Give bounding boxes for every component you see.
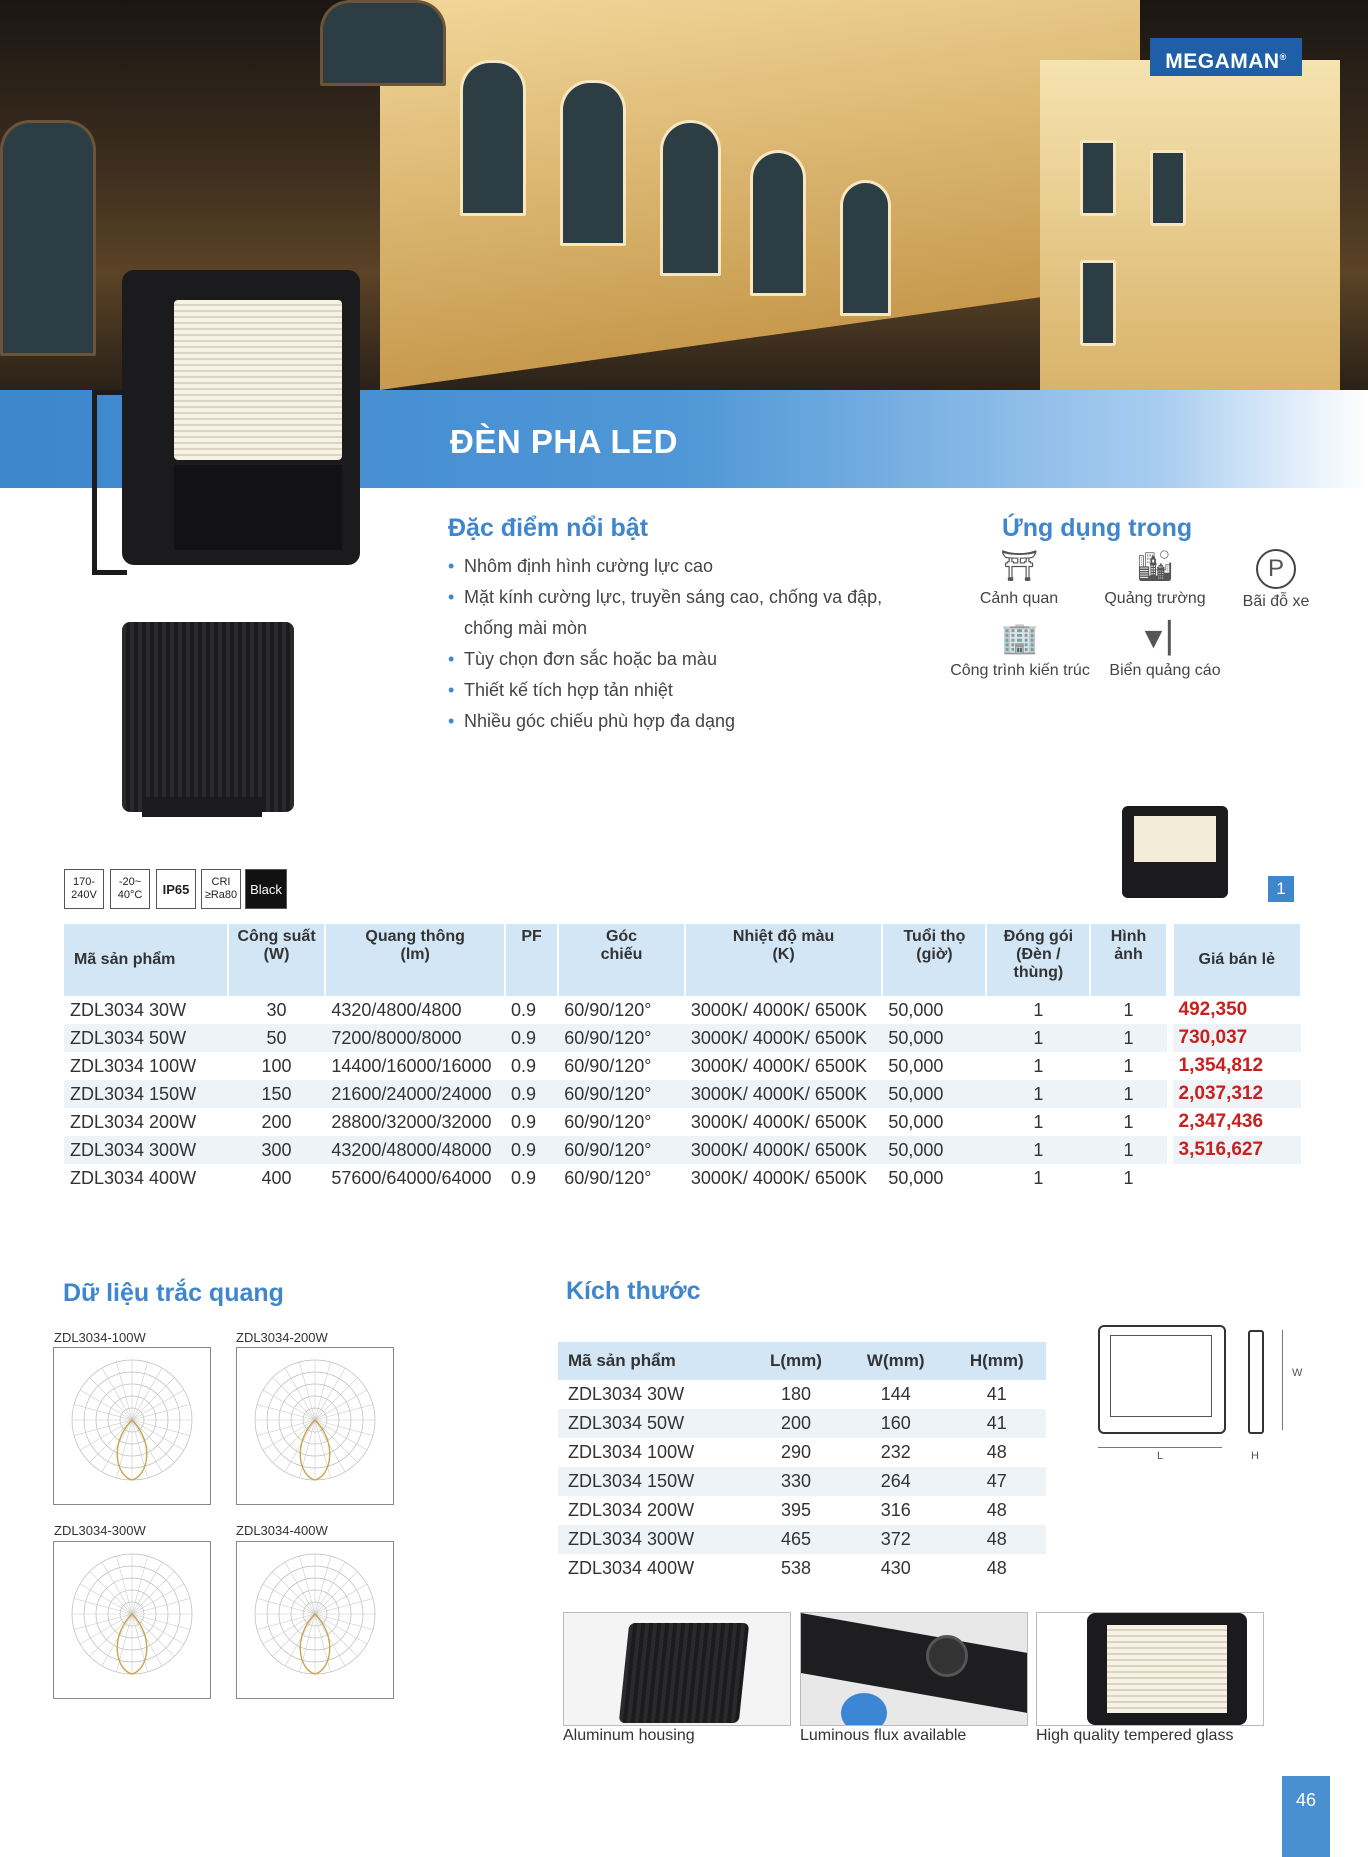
col-header: Tuổi thọ (giờ)	[882, 924, 986, 996]
price-cell: 730,037	[1173, 1024, 1301, 1052]
table-cell: 400	[261, 1167, 292, 1188]
table-row	[558, 1438, 1046, 1467]
table-cell: 1	[986, 1136, 1090, 1164]
table-cell: 57600/64000/64000	[331, 1167, 492, 1188]
table-cell: 3000K/ 4000K/ 6500K	[690, 1111, 867, 1132]
polar-grid-spoke	[102, 1614, 132, 1666]
table-row	[64, 996, 1301, 1024]
office-building-icon: 🏢	[1001, 622, 1039, 655]
image-number: 1	[1268, 876, 1294, 902]
table-cell: 3000K/ 4000K/ 6500K	[690, 999, 867, 1020]
table-cell: 1	[1123, 999, 1134, 1020]
brand-text: MEGAMAN	[1165, 50, 1280, 73]
table-row	[558, 1467, 1046, 1496]
table-cell: 150	[228, 1080, 326, 1108]
application-label: Công trình kiến trúc	[950, 662, 1090, 679]
polar-grid-spoke	[102, 1420, 132, 1472]
table-cell: ZDL3034 50W	[558, 1409, 748, 1438]
dimension-line-l	[1098, 1447, 1222, 1448]
table-header-row	[64, 924, 1301, 996]
badge-text: IP65	[162, 881, 190, 897]
polar-grid-spoke	[263, 1584, 315, 1614]
polar-grid-spoke	[132, 1562, 162, 1614]
polar-chart-label: ZDL3034-200W	[236, 1330, 328, 1345]
polar-grid-spoke	[315, 1562, 345, 1614]
feature-item: • Thiết kế tích hợp tản nhiệt	[448, 675, 918, 706]
col-header: Nhiệt độ màu (K)	[685, 924, 883, 996]
caption: Luminous flux available	[800, 1727, 967, 1744]
table-cell: ZDL3034 50W	[64, 1024, 228, 1052]
table-cell: 60/90/120°	[564, 1167, 652, 1188]
table-cell: 60/90/120°	[564, 1055, 652, 1076]
polar-grid-spoke	[132, 1390, 184, 1420]
table-cell: 0.9	[511, 1055, 537, 1076]
dimension-line-w	[1282, 1330, 1283, 1430]
dimension-label-w: W	[1292, 1367, 1303, 1379]
photometric-heading: Dữ liệu trắc quang	[63, 1279, 284, 1307]
table-row	[64, 1024, 1301, 1052]
polar-chart-400w	[236, 1541, 394, 1699]
dimension-drawing-side	[1248, 1330, 1264, 1434]
table-cell: 60/90/120°	[558, 1080, 685, 1108]
polar-grid-spoke	[102, 1562, 132, 1614]
photo-tempered-glass	[1036, 1612, 1264, 1726]
polar-grid-spoke	[132, 1614, 162, 1666]
table-cell: ZDL3034 200W	[70, 1111, 197, 1132]
polar-grid-spoke	[80, 1420, 132, 1450]
table-cell: 60/90/120°	[558, 1136, 685, 1164]
table-cell: 4320/4800/4800	[331, 999, 462, 1020]
voltage-badge	[64, 869, 104, 909]
polar-chart-300w	[53, 1541, 211, 1699]
polar-grid-spoke	[315, 1614, 367, 1644]
table-row	[64, 1080, 1301, 1108]
application-architecture	[940, 620, 1100, 680]
polar-grid-spoke	[315, 1420, 367, 1450]
table-cell: 316	[880, 1500, 911, 1520]
table-cell: 1	[1033, 1111, 1044, 1132]
table-cell: ZDL3034 150W	[558, 1467, 748, 1496]
table-cell: 372	[844, 1525, 948, 1554]
parking-icon: P	[1236, 548, 1316, 589]
table-row	[558, 1409, 1046, 1438]
table-cell: 3000K/ 4000K/ 6500K	[685, 1080, 883, 1108]
col-header: Công suất (W)	[228, 924, 326, 996]
col-header: Quang thông (lm)	[325, 924, 505, 996]
polar-chart-200w	[236, 1347, 394, 1505]
table-cell: 0.9	[511, 1167, 537, 1188]
polar-grid-spoke	[263, 1614, 315, 1644]
polar-grid-spoke	[315, 1378, 357, 1420]
feature-item: • Nhôm định hình cường lực cao	[448, 551, 918, 582]
col-header: Giá bán lẻ	[1173, 924, 1301, 996]
price-cell: 2,347,436	[1178, 1111, 1264, 1132]
table-cell: 50,000	[888, 1167, 944, 1188]
table-cell: ZDL3034 400W	[70, 1167, 197, 1188]
col-header: Mã sản phẩm	[64, 924, 228, 996]
col-header: PF	[505, 924, 558, 996]
dimension-label-l: L	[1157, 1450, 1164, 1462]
badge-text: CRI ≥Ra80	[204, 876, 238, 901]
polar-grid-spoke	[80, 1614, 132, 1644]
table-row	[64, 1052, 1301, 1080]
table-cell: 47	[947, 1467, 1046, 1496]
table-cell: 264	[844, 1467, 948, 1496]
table-cell: 1	[1123, 1167, 1134, 1188]
table-cell: 50,000	[888, 1111, 944, 1132]
polar-grid-spoke	[273, 1378, 315, 1420]
caption: Aluminum housing	[563, 1727, 695, 1744]
price-cell: 492,350	[1178, 999, 1248, 1020]
polar-grid-spoke	[132, 1420, 184, 1450]
polar-grid-spoke	[80, 1584, 132, 1614]
table-cell: 0.9	[505, 1136, 558, 1164]
col-header: Góc chiếu	[558, 924, 685, 996]
polar-chart-label: ZDL3034-100W	[54, 1330, 146, 1345]
table-cell: 1	[1090, 1024, 1166, 1052]
polar-grid-spoke	[132, 1420, 162, 1472]
photo-aluminum-housing	[563, 1612, 791, 1726]
polar-grid-spoke	[132, 1368, 162, 1420]
polar-grid-spoke	[315, 1572, 357, 1614]
badge-text: 170- 240V	[71, 876, 97, 901]
spec-table-body	[64, 996, 1301, 1192]
polar-grid-spoke	[315, 1420, 345, 1472]
table-cell: ZDL3034 300W	[64, 1136, 228, 1164]
table-cell: 100	[261, 1055, 292, 1076]
table-cell: 50,000	[888, 1055, 944, 1076]
table-cell: 48	[986, 1442, 1007, 1462]
polar-chart-label: ZDL3034-300W	[54, 1523, 146, 1538]
table-cell: 538	[780, 1558, 811, 1578]
table-cell: 1	[1033, 1167, 1044, 1188]
spec-table	[64, 924, 1302, 1192]
application-label: Quảng trường	[1104, 590, 1206, 607]
price-cell	[1173, 1164, 1301, 1192]
polar-grid-spoke	[315, 1584, 367, 1614]
col-header: Mã sản phẩm	[558, 1342, 748, 1380]
table-cell: 300	[228, 1136, 326, 1164]
table-cell: 43200/48000/48000	[325, 1136, 505, 1164]
table-cell: 1	[1090, 1080, 1166, 1108]
table-row	[558, 1525, 1046, 1554]
polar-grid-spoke	[315, 1614, 345, 1666]
application-landscape	[964, 548, 1074, 608]
product-image-front	[122, 270, 360, 565]
table-cell: 50	[228, 1024, 326, 1052]
table-cell: 1	[1033, 999, 1044, 1020]
table-cell: ZDL3034 400W	[568, 1558, 695, 1578]
table-cell: 30	[266, 999, 287, 1020]
table-cell: 395	[780, 1500, 811, 1520]
feature-item: • Tùy chọn đơn sắc hoặc ba màu	[448, 644, 918, 675]
table-cell: ZDL3034 100W	[70, 1055, 197, 1076]
product-thumbnail	[1122, 806, 1228, 898]
polar-grid-spoke	[315, 1368, 345, 1420]
table-cell: 3000K/ 4000K/ 6500K	[690, 1055, 867, 1076]
table-cell: ZDL3034 300W	[558, 1525, 748, 1554]
table-cell: 1	[1123, 1111, 1134, 1132]
table-cell: 14400/16000/16000	[331, 1055, 492, 1076]
temperature-badge	[110, 869, 150, 909]
brand-logo: MEGAMAN®	[1150, 38, 1302, 76]
table-cell: 50,000	[888, 999, 944, 1020]
application-billboard	[1100, 620, 1230, 680]
table-cell: 60/90/120°	[564, 999, 652, 1020]
table-cell: 180	[780, 1384, 811, 1404]
caption: High quality tempered glass	[1036, 1727, 1234, 1744]
feature-item: • Nhiều góc chiếu phù hợp đa dạng	[448, 706, 918, 737]
table-cell: 41	[986, 1384, 1007, 1404]
table-cell: 48	[947, 1525, 1046, 1554]
feature-item: chống mài mòn	[464, 618, 588, 638]
table-cell: 430	[880, 1558, 911, 1578]
table-cell: ZDL3034 100W	[568, 1442, 695, 1462]
polar-grid-spoke	[132, 1584, 184, 1614]
page-title: ĐÈN PHA LED	[450, 423, 678, 460]
col-header: L(mm)	[748, 1342, 844, 1380]
application-label: Biển quảng cáo	[1109, 662, 1221, 679]
dimension-drawing-front	[1098, 1325, 1226, 1434]
ip-badge	[156, 869, 196, 909]
price-cell: 3,516,627	[1173, 1136, 1301, 1164]
table-row	[64, 1108, 1301, 1136]
buildings-icon: 🏙	[1135, 550, 1175, 583]
table-cell: 1	[986, 1080, 1090, 1108]
table-cell: 41	[947, 1409, 1046, 1438]
application-label: Cảnh quan	[979, 590, 1059, 607]
polar-grid-spoke	[263, 1390, 315, 1420]
table-cell: 1	[1033, 1055, 1044, 1076]
table-cell: 7200/8000/8000	[325, 1024, 505, 1052]
polar-chart-100w	[53, 1347, 211, 1505]
dimension-label-h: H	[1251, 1450, 1259, 1462]
table-cell: 290	[780, 1442, 811, 1462]
cri-badge	[201, 869, 241, 909]
table-cell: 50,000	[882, 1136, 986, 1164]
dimensions-heading: Kích thước	[566, 1277, 701, 1305]
pagoda-icon: ⛩	[999, 550, 1039, 583]
table-cell: 1	[986, 1024, 1090, 1052]
table-cell: 48	[986, 1500, 1007, 1520]
col-header: H(mm)	[947, 1342, 1046, 1380]
application-square	[1100, 548, 1210, 608]
table-cell: 1	[1123, 1055, 1134, 1076]
table-cell: 0.9	[505, 1080, 558, 1108]
table-row	[558, 1496, 1046, 1525]
table-row	[64, 1164, 1301, 1192]
dimension-table-body	[558, 1380, 1046, 1583]
product-image-back	[122, 622, 294, 812]
table-cell: 50,000	[882, 1024, 986, 1052]
polar-grid-spoke	[132, 1614, 184, 1644]
polar-grid-spoke	[285, 1420, 315, 1472]
polar-grid-spoke	[132, 1378, 174, 1420]
application-parking	[1236, 548, 1316, 611]
col-header: W(mm)	[844, 1342, 948, 1380]
polar-grid-spoke	[263, 1420, 315, 1450]
table-cell: 1	[1090, 1136, 1166, 1164]
photo-luminous-flux	[800, 1612, 1028, 1726]
table-cell: 0.9	[505, 1024, 558, 1052]
table-cell: ZDL3034 30W	[568, 1384, 685, 1404]
polar-grid-spoke	[273, 1572, 315, 1614]
table-row	[558, 1554, 1046, 1583]
table-cell: 48	[986, 1558, 1007, 1578]
table-row	[558, 1380, 1046, 1409]
table-cell: 465	[748, 1525, 844, 1554]
table-cell: 160	[844, 1409, 948, 1438]
floodlight-icon: ▼▏	[1138, 622, 1192, 655]
table-cell: 0.9	[511, 1111, 537, 1132]
application-label: Bãi đỗ xe	[1242, 593, 1310, 610]
polar-grid-spoke	[315, 1390, 367, 1420]
badge-text: -20~ 40°C	[117, 876, 143, 901]
page-number: 46	[1282, 1776, 1330, 1857]
table-cell: 232	[880, 1442, 911, 1462]
table-cell: ZDL3034 150W	[64, 1080, 228, 1108]
table-header-row	[558, 1342, 1046, 1380]
table-cell: 330	[748, 1467, 844, 1496]
badge-text: Black	[250, 881, 282, 897]
applications-heading: Ứng dụng trong	[1002, 514, 1193, 542]
table-cell: 0.9	[511, 999, 537, 1020]
table-cell: 50,000	[882, 1080, 986, 1108]
polar-grid-spoke	[80, 1390, 132, 1420]
table-row	[64, 1136, 1301, 1164]
polar-grid-spoke	[285, 1368, 315, 1420]
table-cell: 21600/24000/24000	[325, 1080, 505, 1108]
table-cell: 60/90/120°	[558, 1024, 685, 1052]
price-cell: 2,037,312	[1173, 1080, 1301, 1108]
table-cell: 3000K/ 4000K/ 6500K	[690, 1167, 867, 1188]
col-header: Đóng gói (Đèn / thùng)	[986, 924, 1090, 996]
dimension-table	[558, 1342, 1046, 1583]
table-cell: 200	[261, 1111, 292, 1132]
col-header: Hình ảnh	[1090, 924, 1166, 996]
features-list	[448, 551, 918, 737]
polar-grid-spoke	[285, 1614, 315, 1666]
table-cell: 28800/32000/32000	[331, 1111, 492, 1132]
polar-grid-spoke	[90, 1572, 132, 1614]
polar-grid-spoke	[102, 1368, 132, 1420]
table-cell: 3000K/ 4000K/ 6500K	[685, 1024, 883, 1052]
table-cell: 3000K/ 4000K/ 6500K	[685, 1136, 883, 1164]
polar-grid-spoke	[90, 1378, 132, 1420]
feature-item: • Mặt kính cường lực, truyền sáng cao, chống va đập,	[448, 582, 918, 613]
polar-grid-spoke	[285, 1562, 315, 1614]
color-badge	[245, 869, 287, 909]
polar-chart-label: ZDL3034-400W	[236, 1523, 328, 1538]
table-cell: 60/90/120°	[564, 1111, 652, 1132]
features-heading: Đặc điểm nổi bật	[448, 514, 649, 542]
polar-grid-spoke	[132, 1572, 174, 1614]
table-cell: 200	[748, 1409, 844, 1438]
table-cell: 144	[880, 1384, 911, 1404]
price-cell: 1,354,812	[1178, 1055, 1264, 1076]
table-cell: ZDL3034 30W	[70, 999, 187, 1020]
table-cell: ZDL3034 200W	[568, 1500, 695, 1520]
